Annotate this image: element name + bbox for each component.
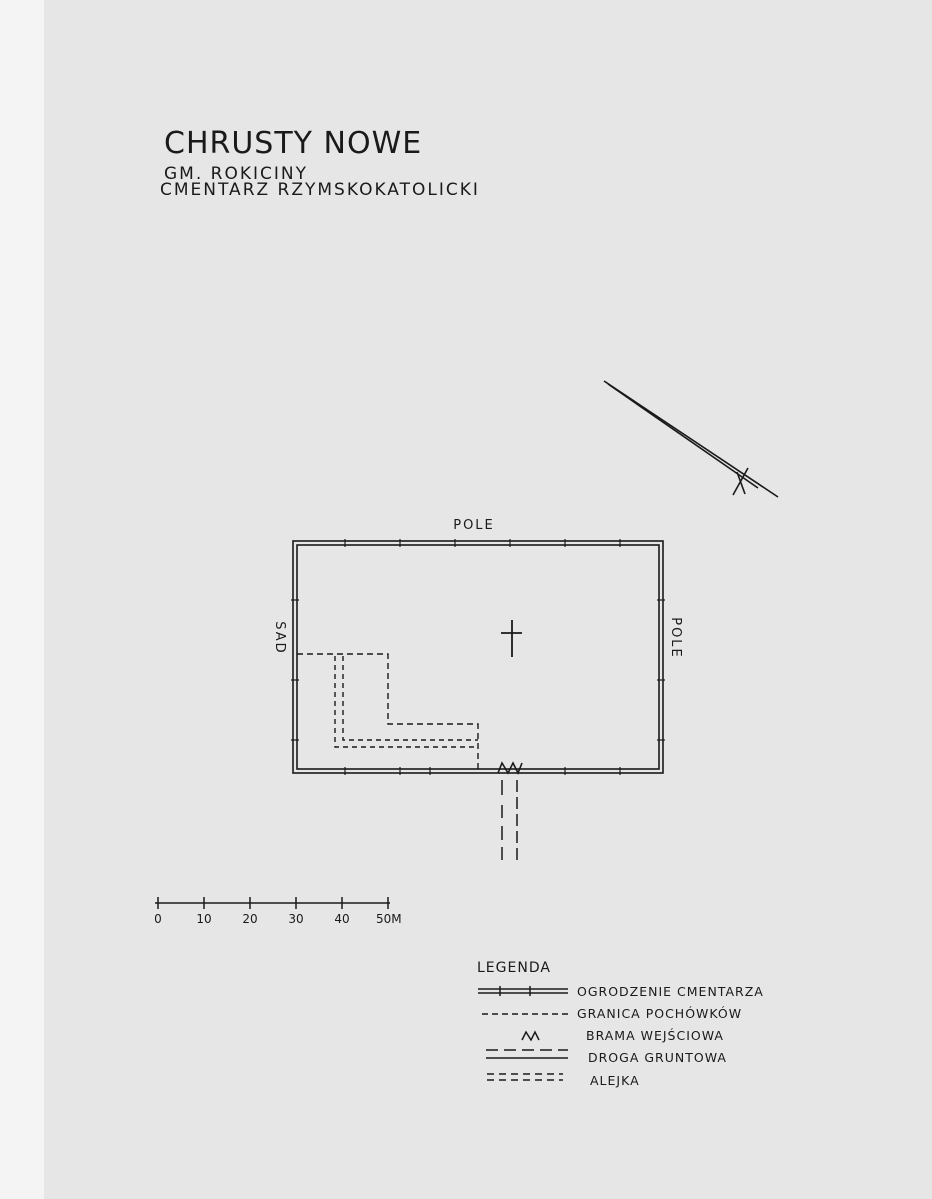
scale-tick-30: 30: [288, 912, 304, 926]
map-subtitle-municipality: GM. ROKICINY: [164, 164, 308, 184]
legend-symbol-fence: [478, 986, 568, 996]
dirt-road: [502, 780, 517, 860]
scale-tick-20: 20: [242, 912, 258, 926]
north-label: POLE: [453, 518, 495, 533]
legend-label-alley: ALEJKA: [590, 1073, 640, 1088]
legend-symbol-alley: [487, 1074, 563, 1080]
legend-symbol-gate-icon: [522, 1032, 539, 1040]
alley: [335, 656, 478, 747]
legend-label-gate: BRAMA WEJŚCIOWA: [586, 1028, 724, 1043]
scale-tick-40: 40: [334, 912, 350, 926]
east-label: POLE: [668, 617, 683, 659]
cross-icon: [501, 620, 522, 657]
map-title: CHRUSTY NOWE: [164, 126, 423, 161]
scale-tick-50: 50M: [376, 912, 402, 926]
gate-icon: [498, 763, 522, 773]
burial-boundary: [297, 654, 478, 769]
legend-symbol-dirt-road: [486, 1050, 568, 1058]
legend-label-burial-boundary: GRANICA POCHÓWKÓW: [577, 1006, 743, 1021]
legend-title: LEGENDA: [477, 960, 551, 976]
north-arrow-icon: [604, 381, 778, 497]
west-label: SAD: [272, 621, 287, 655]
scale-bar: [155, 897, 390, 909]
map-subtitle-cemetery: CMENTARZ RZYMSKOKATOLICKI: [160, 180, 480, 200]
scale-tick-10: 10: [196, 912, 212, 926]
scale-tick-0: 0: [154, 912, 162, 926]
legend-label-dirt-road: DROGA GRUNTOWA: [588, 1050, 727, 1065]
legend-label-fence: OGRODZENIE CMENTARZA: [577, 984, 764, 999]
